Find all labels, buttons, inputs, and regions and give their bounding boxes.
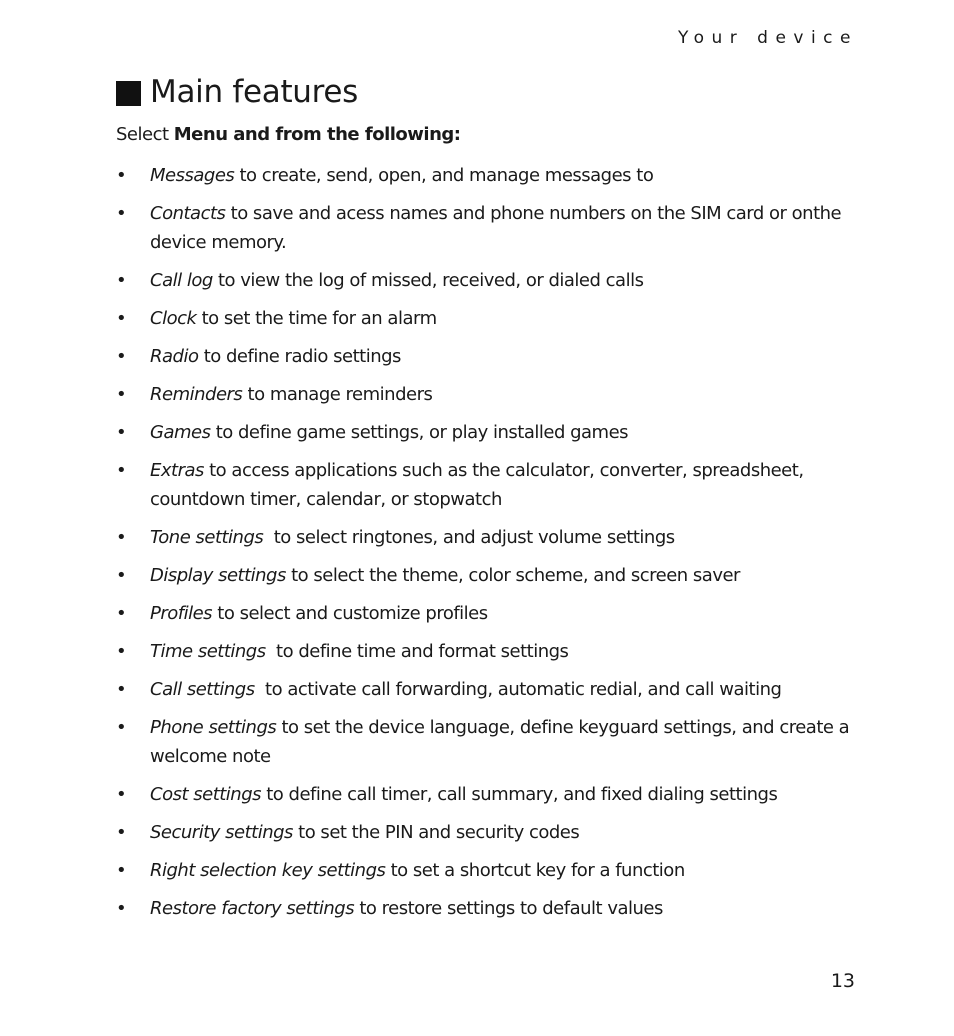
feature-list: [116, 161, 862, 932]
bullet-icon: •: [116, 860, 127, 881]
bullet-icon: •: [116, 203, 127, 224]
feature-name: Clock: [150, 308, 197, 329]
list-item: [116, 637, 862, 666]
feature-description: to manage reminders: [242, 384, 433, 405]
feature-name: Tone settings: [150, 527, 264, 548]
intro-line: [116, 124, 460, 145]
feature-description: to define call timer, call summary, and fixed dialing settings: [261, 784, 778, 805]
bullet-icon: •: [116, 270, 127, 291]
bullet-icon: •: [116, 679, 127, 700]
feature-name: Phone settings: [150, 717, 277, 738]
feature-name: Messages: [150, 165, 235, 186]
bullet-icon: •: [116, 784, 127, 805]
list-item: [116, 894, 862, 923]
feature-name: Extras: [150, 460, 204, 481]
bullet-icon: •: [116, 384, 127, 405]
feature-description: to define time and format settings: [265, 641, 569, 662]
list-item: [116, 304, 862, 333]
bullet-icon: •: [116, 565, 127, 586]
feature-description: to view the log of missed, received, or dialed calls: [212, 270, 644, 291]
bullet-icon: •: [116, 460, 127, 481]
list-item: [116, 380, 862, 409]
bullet-icon: •: [116, 822, 127, 843]
list-item: [116, 599, 862, 628]
feature-name: Cost settings: [150, 784, 262, 805]
heading-square-icon: [116, 81, 141, 106]
bullet-icon: •: [116, 641, 127, 662]
feature-description: to access applications such as the calculator, converter, spreadsheet, countdown timer, calendar, or stopwatch: [150, 460, 809, 510]
list-item: [116, 456, 862, 514]
bullet-icon: •: [116, 422, 127, 443]
feature-name: Games: [150, 422, 211, 443]
feature-description: to create, send, open, and manage messages to: [234, 165, 654, 186]
feature-name: Time settings: [150, 641, 266, 662]
bullet-icon: •: [116, 308, 127, 329]
feature-description: to set the time for an alarm: [196, 308, 437, 329]
feature-name: Restore factory settings: [150, 898, 355, 919]
bullet-icon: •: [116, 603, 127, 624]
feature-description: to define game settings, or play installed games: [210, 422, 629, 443]
bullet-icon: •: [116, 165, 127, 186]
list-item: [116, 561, 862, 590]
feature-name: Call log: [150, 270, 213, 291]
feature-name: Right selection key settings: [150, 860, 386, 881]
running-header: Your device: [677, 28, 858, 48]
list-item: [116, 199, 862, 257]
bullet-icon: •: [116, 898, 127, 919]
feature-name: Security settings: [150, 822, 293, 843]
feature-name: Radio: [150, 346, 199, 367]
list-item: [116, 418, 862, 447]
bullet-icon: •: [116, 717, 127, 738]
feature-description: to select the theme, color scheme, and screen saver: [285, 565, 740, 586]
list-item: [116, 266, 862, 295]
bullet-icon: •: [116, 527, 127, 548]
feature-description: to save and acess names and phone numbers on the SIM card or onthe device memory.: [150, 203, 847, 253]
page-title: Main features: [150, 74, 359, 110]
list-item: [116, 342, 862, 371]
feature-description: to activate call forwarding, automatic redial, and call waiting: [254, 679, 782, 700]
list-item: [116, 713, 862, 771]
list-item: [116, 523, 862, 552]
bullet-icon: •: [116, 346, 127, 367]
feature-name: Call settings: [150, 679, 255, 700]
feature-description: to set a shortcut key for a function: [385, 860, 685, 881]
list-item: [116, 161, 862, 190]
feature-description: to set the device language, define keyguard settings, and create a welcome note: [150, 717, 855, 767]
feature-name: Display settings: [150, 565, 286, 586]
feature-name: Profiles: [150, 603, 213, 624]
feature-name: Reminders: [150, 384, 243, 405]
feature-name: Contacts: [150, 203, 226, 224]
feature-description: to select ringtones, and adjust volume settings: [263, 527, 675, 548]
list-item: [116, 675, 862, 704]
section-heading: [116, 74, 358, 110]
feature-description: to define radio settings: [198, 346, 401, 367]
list-item: [116, 818, 862, 847]
feature-description: to select and customize profiles: [212, 603, 488, 624]
list-item: [116, 856, 862, 885]
feature-description: to restore settings to default values: [354, 898, 663, 919]
page-number: 13: [830, 970, 855, 992]
intro-prefix: Select: [116, 124, 174, 145]
intro-emphasis: Menu and from the following:: [173, 124, 461, 145]
feature-description: to set the PIN and security codes: [292, 822, 580, 843]
list-item: [116, 780, 862, 809]
